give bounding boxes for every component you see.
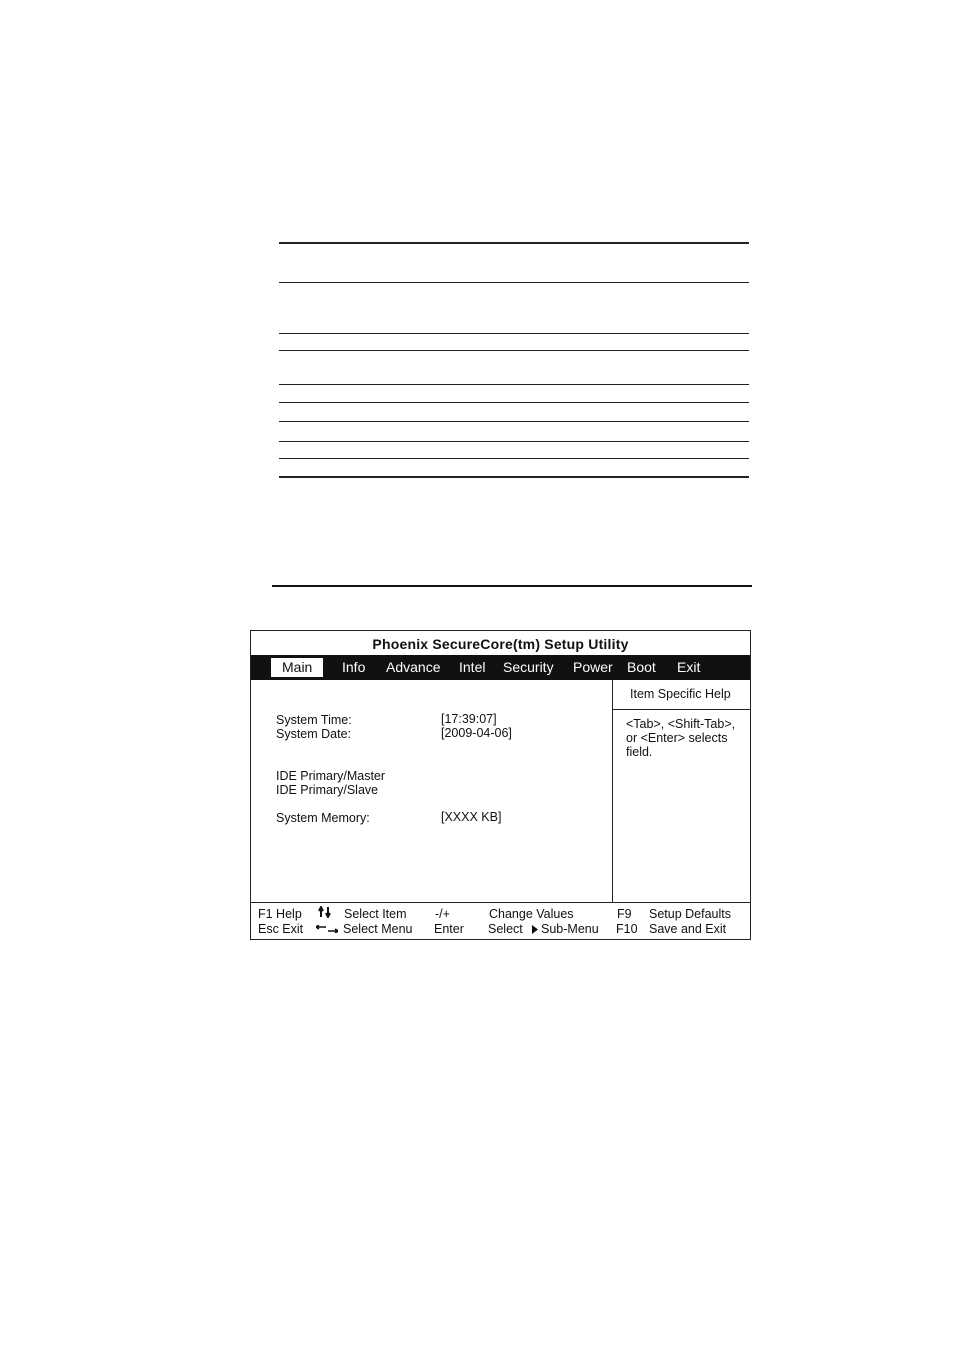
help-line: or <Enter> selects	[626, 731, 728, 745]
main-panel	[251, 680, 613, 902]
menu-power[interactable]: Power	[573, 659, 613, 675]
minus-plus-key: -/+	[435, 907, 450, 921]
bios-title: Phoenix SecureCore(tm) Setup Utility	[372, 636, 629, 652]
system-date-label: System Date:	[276, 727, 352, 741]
table-rule	[279, 421, 749, 422]
select-menu-label: Select Menu	[343, 922, 413, 936]
system-memory-label: System Memory:	[276, 811, 370, 825]
esc-exit-key: Esc Exit	[258, 922, 304, 936]
help-header: Item Specific Help	[613, 680, 750, 710]
help-panel	[613, 680, 750, 902]
system-time-label: System Time:	[276, 713, 352, 727]
menu-main[interactable]: Main	[271, 658, 323, 677]
menu-bar	[251, 655, 750, 680]
table-rule	[279, 333, 749, 334]
system-date-field[interactable]: [2009-04-06]	[441, 726, 512, 740]
menu-intel[interactable]: Intel	[459, 659, 486, 675]
help-line: <Tab>, <Shift-Tab>,	[626, 717, 736, 731]
left-right-arrows-icon	[316, 925, 338, 933]
select-item-label: Select Item	[344, 907, 407, 921]
section-separator	[272, 585, 752, 587]
table-rule	[279, 350, 749, 351]
system-memory-value: [XXXX KB]	[441, 810, 502, 824]
ide-primary-master-item[interactable]: IDE Primary/Master	[276, 769, 386, 783]
f1-help-key: F1 Help	[258, 907, 302, 921]
menu-info[interactable]: Info	[342, 659, 366, 675]
change-values-label: Change Values	[489, 907, 574, 921]
table-rule	[279, 282, 749, 283]
f9-key: F9	[617, 907, 632, 921]
menu-boot[interactable]: Boot	[627, 659, 656, 675]
save-and-exit-label: Save and Exit	[649, 922, 727, 936]
ide-primary-slave-item[interactable]: IDE Primary/Slave	[276, 783, 379, 797]
triangle-right-icon	[532, 925, 538, 934]
table-rule	[279, 402, 749, 403]
sub-menu-label: Sub-Menu	[541, 922, 599, 936]
table-rule-top	[279, 242, 749, 244]
f10-key: F10	[616, 922, 638, 936]
key-legend-footer	[251, 902, 750, 939]
setup-defaults-label: Setup Defaults	[649, 907, 731, 921]
bios-setup-screen	[250, 630, 751, 940]
table-rule-bottom	[279, 476, 749, 478]
table-rule	[279, 458, 749, 459]
menu-security[interactable]: Security	[503, 659, 554, 675]
help-text	[626, 717, 750, 759]
help-line: field.	[626, 745, 653, 759]
enter-key: Enter	[434, 922, 464, 936]
system-time-field[interactable]: [17:39:07]	[441, 712, 497, 726]
table-rule	[279, 384, 749, 385]
table-rule	[279, 441, 749, 442]
menu-advance[interactable]: Advance	[386, 659, 441, 675]
select-label: Select	[488, 922, 523, 936]
menu-exit[interactable]: Exit	[677, 659, 701, 675]
up-down-arrows-icon	[318, 906, 332, 918]
